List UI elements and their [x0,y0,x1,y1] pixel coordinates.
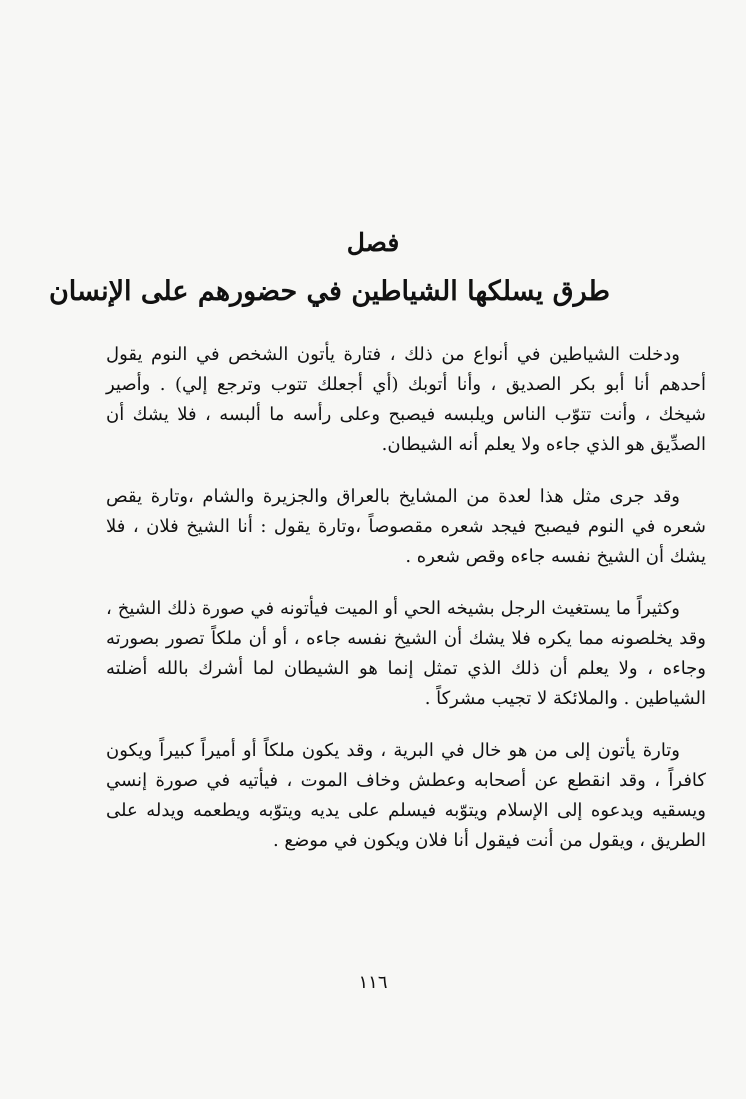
page-number: ١١٦ [358,972,388,993]
paragraph: وتارة يأتون إلى من هو خال في البرية ، وقد يكون ملكاً أو أميراً كبيراً ويكون كافراً ، وقد انقطع عن أصحابه وعطش وخاف الموت ، فيأتيه في صورة إنسي ويسقيه ويدعوه إلى الإسلام ويتوّبه فيسلم على يديه ويتوّبه ويطعمه ويدله على الطريق ، ويقول من أنت فيقول أنا فلان ويكون في موضع . [106,740,706,851]
body-text [106,340,706,878]
section-label: فصل [346,228,400,257]
paragraph: وقد جرى مثل هذا لعدة من المشايخ بالعراق والجزيرة والشام ،وتارة يقص شعره في النوم فيصبح فيجد شعره مقصوصاً ،وتارة يقول : أنا الشيخ فلان ، فلا يشك أن الشيخ نفسه جاءه وقص شعره . [106,486,706,567]
paragraph: وكثيراً ما يستغيث الرجل بشيخه الحي أو الميت فيأتونه في صورة ذلك الشيخ ، وقد يخلصونه مما يكره فلا يشك أن الشيخ نفسه جاءه ، أو أن ملكاً تصور بصورته وجاءه ، ولا يعلم أن ذلك الذي تمثل إنما هو الشيطان لما أشرك بالله أضلته الشياطين . والملائكة لا تجيب مشركاً . [106,598,706,709]
chapter-title: طرق يسلكها الشياطين في حضورهم على الإنسان [48,276,610,307]
paragraph: ودخلت الشياطين في أنواع من ذلك ، فتارة يأتون الشخص في النوم يقول أحدهم أنا أبو بكر الصديق ، وأنا أتوبك (أي أجعلك تتوب وترجع إلي) . وأصير شيخك ، وأنت تتوّب الناس ويلبسه فيصبح وعلى رأسه ما ألبسه ، فلا يشك أن الصدِّيق هو الذي جاءه ولا يعلم أنه الشيطان. [106,344,706,455]
